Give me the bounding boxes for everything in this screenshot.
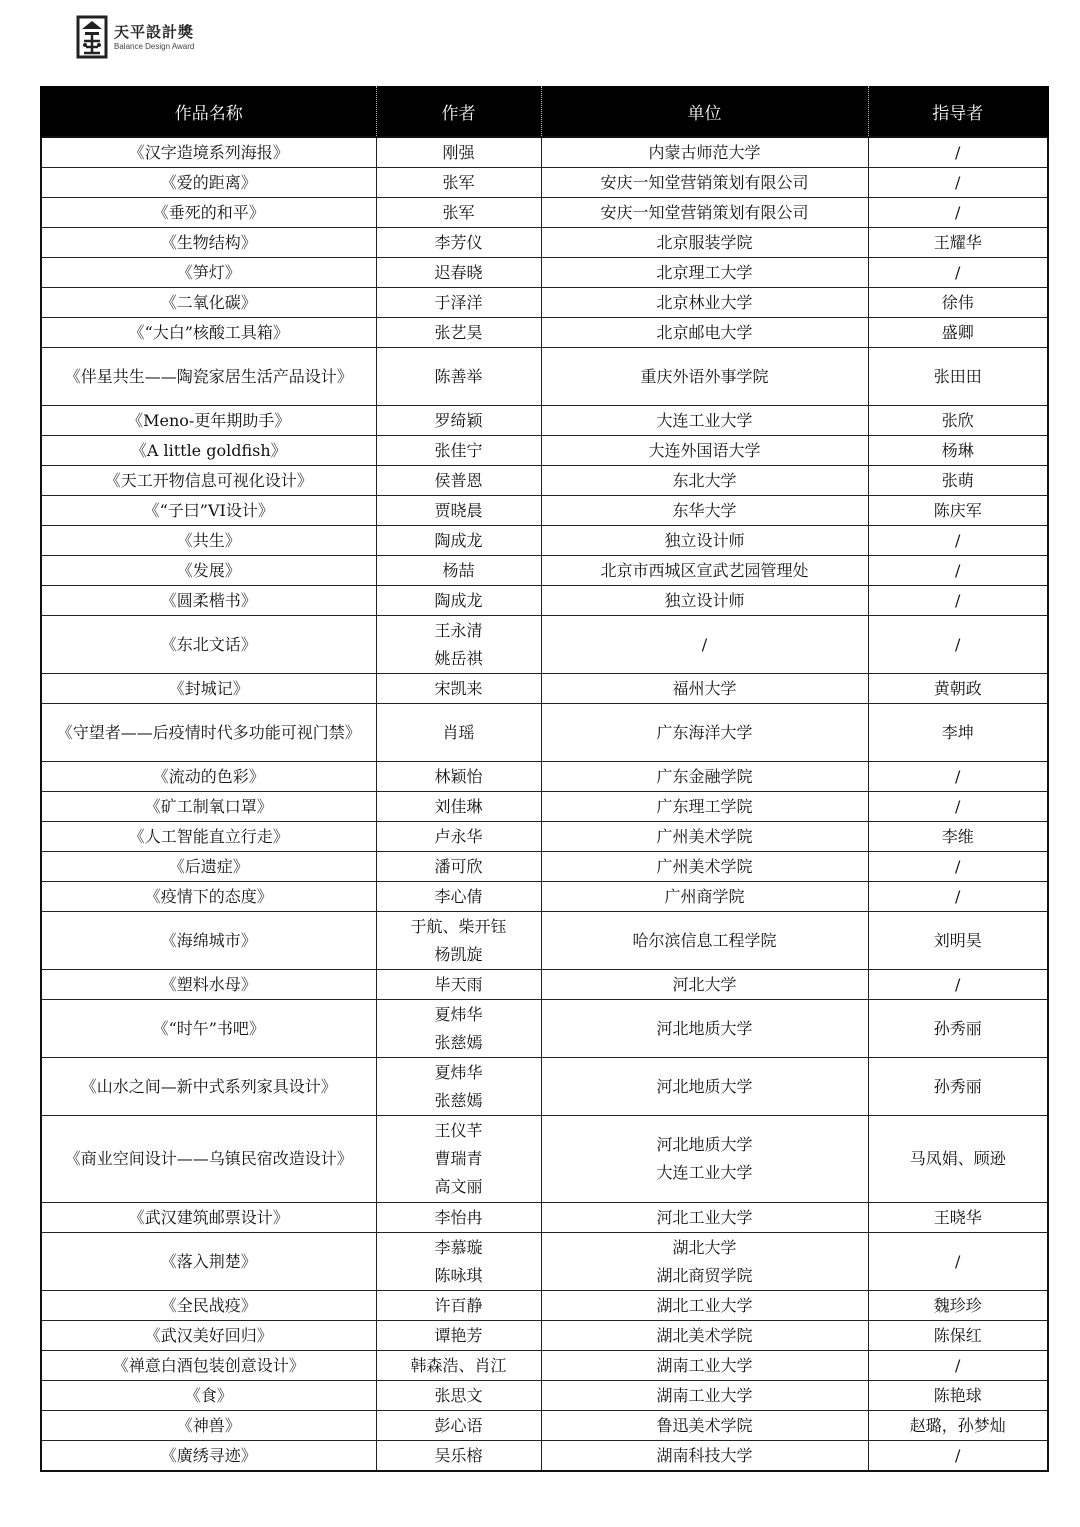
balance-seal-icon <box>76 15 108 59</box>
author-cell <box>376 406 541 436</box>
author-cell <box>376 1000 541 1058</box>
author-cell <box>376 852 541 882</box>
author-cell <box>376 616 541 674</box>
work-title-cell: 《封城记》 <box>41 674 376 704</box>
advisor-cell: 徐伟 <box>868 288 1048 318</box>
advisor-cell: 张萌 <box>868 466 1048 496</box>
table-row <box>41 228 1048 258</box>
author-cell <box>376 198 541 228</box>
work-title-cell: 《山水之间—新中式系列家具设计》 <box>41 1058 376 1116</box>
table-row <box>41 348 1048 406</box>
advisor-cell: / <box>868 762 1048 792</box>
author-cell-line: 许百静 <box>434 1295 483 1315</box>
table-row <box>41 674 1048 704</box>
unit-cell-line: 大连外国语大学 <box>648 440 761 460</box>
work-title-cell: 《A little goldfish》 <box>41 436 376 466</box>
unit-cell <box>541 1321 868 1351</box>
author-cell-line: 潘可欣 <box>434 856 483 876</box>
author-cell <box>376 704 541 762</box>
author-cell-line: 韩森浩、肖江 <box>410 1355 507 1375</box>
work-title-cell: 《禅意白酒包装创意设计》 <box>41 1351 376 1381</box>
author-cell-line: 张慈嫣 <box>434 1032 483 1052</box>
advisor-cell: / <box>868 137 1048 168</box>
unit-cell-line: 广州商学院 <box>664 886 745 906</box>
unit-cell <box>541 496 868 526</box>
work-title-cell: 《廣绣寻迹》 <box>41 1441 376 1472</box>
work-title-cell: 《“子曰”VI设计》 <box>41 496 376 526</box>
author-cell <box>376 674 541 704</box>
author-cell-line: 林颖怡 <box>434 766 483 786</box>
unit-cell-line: 湖南工业大学 <box>656 1355 753 1375</box>
author-cell <box>376 1116 541 1203</box>
author-cell-line: 宋凯来 <box>434 678 483 698</box>
author-cell <box>376 1381 541 1411</box>
unit-cell-line: 安庆一知堂营销策划有限公司 <box>600 172 809 192</box>
table-row <box>41 436 1048 466</box>
author-cell-line: 张慈嫣 <box>434 1090 483 1110</box>
unit-cell-line: 独立设计师 <box>664 530 745 550</box>
advisor-cell: / <box>868 616 1048 674</box>
unit-cell <box>541 556 868 586</box>
table-row <box>41 1116 1048 1203</box>
header-unit: 单位 <box>541 86 868 137</box>
table-row <box>41 137 1048 168</box>
author-cell-line: 陶成龙 <box>434 590 483 610</box>
author-cell-line: 李芳仪 <box>434 232 483 252</box>
table-row <box>41 616 1048 674</box>
table-row <box>41 1411 1048 1441</box>
author-cell-line: 谭艳芳 <box>434 1325 483 1345</box>
unit-cell <box>541 288 868 318</box>
author-cell <box>376 466 541 496</box>
unit-cell-line: 广东金融学院 <box>656 766 753 786</box>
unit-cell <box>541 466 868 496</box>
unit-cell <box>541 137 868 168</box>
unit-cell-line: 湖南工业大学 <box>656 1385 753 1405</box>
header-author: 作者 <box>376 86 541 137</box>
work-title-cell: 《二氧化碳》 <box>41 288 376 318</box>
table-row <box>41 882 1048 912</box>
advisor-cell: / <box>868 556 1048 586</box>
work-title-cell: 《“时午”书吧》 <box>41 1000 376 1058</box>
author-cell <box>376 1291 541 1321</box>
unit-cell <box>541 348 868 406</box>
table-row <box>41 1381 1048 1411</box>
logo-name-en: Balance Design Award <box>114 41 195 51</box>
unit-cell <box>541 704 868 762</box>
unit-cell-line: 湖北商贸学院 <box>656 1265 753 1285</box>
work-title-cell: 《全民战疫》 <box>41 1291 376 1321</box>
unit-cell <box>541 198 868 228</box>
author-cell <box>376 496 541 526</box>
advisor-cell: 孙秀丽 <box>868 1058 1048 1116</box>
unit-cell-line: 广东海洋大学 <box>656 722 753 742</box>
author-cell <box>376 436 541 466</box>
unit-cell-line: 北京邮电大学 <box>656 322 753 342</box>
unit-cell <box>541 792 868 822</box>
advisor-cell: 杨琳 <box>868 436 1048 466</box>
author-cell-line: 张佳宁 <box>434 440 483 460</box>
author-cell-line: 曹瑞青 <box>434 1149 483 1168</box>
author-cell <box>376 1321 541 1351</box>
author-cell-line: 陈善举 <box>434 366 483 386</box>
unit-cell-line: 湖北美术学院 <box>656 1325 753 1345</box>
author-cell-line: 吴乐榕 <box>434 1445 483 1465</box>
award-logo <box>76 14 194 60</box>
advisor-cell: 马凤娟、顾逊 <box>868 1116 1048 1203</box>
author-cell-line: 迟春晓 <box>434 262 483 282</box>
work-title-cell: 《后遗症》 <box>41 852 376 882</box>
unit-cell-line: 安庆一知堂营销策划有限公司 <box>600 202 809 222</box>
table-row <box>41 1000 1048 1058</box>
author-cell-line: 陈咏琪 <box>434 1265 483 1285</box>
author-cell-line: 于泽洋 <box>434 292 483 312</box>
author-cell-line: 李心倩 <box>434 886 483 906</box>
unit-cell-line: 大连工业大学 <box>656 1163 753 1182</box>
advisor-cell: / <box>868 168 1048 198</box>
unit-cell-line: 大连工业大学 <box>656 410 753 430</box>
author-cell <box>376 822 541 852</box>
advisor-cell: 魏珍珍 <box>868 1291 1048 1321</box>
unit-cell-line: 河北工业大学 <box>656 1207 753 1227</box>
advisor-cell: / <box>868 258 1048 288</box>
work-title-cell: 《疫情下的态度》 <box>41 882 376 912</box>
author-cell-line: 高文丽 <box>434 1177 483 1196</box>
table-row <box>41 1441 1048 1472</box>
author-cell <box>376 1233 541 1291</box>
author-cell-line: 张军 <box>442 202 475 222</box>
header-advisor: 指导者 <box>868 86 1048 137</box>
author-cell-line: 杨凯旋 <box>434 944 483 964</box>
unit-cell <box>541 912 868 970</box>
advisor-cell: 黄朝政 <box>868 674 1048 704</box>
advisor-cell: / <box>868 970 1048 1000</box>
work-title-cell: 《神兽》 <box>41 1411 376 1441</box>
unit-cell-line: 哈尔滨信息工程学院 <box>632 930 777 950</box>
advisor-cell: / <box>868 1351 1048 1381</box>
unit-cell <box>541 586 868 616</box>
table-row <box>41 762 1048 792</box>
work-title-cell: 《Meno-更年期助手》 <box>41 406 376 436</box>
table-row <box>41 970 1048 1000</box>
work-title-cell: 《天工开物信息可视化设计》 <box>41 466 376 496</box>
author-cell <box>376 1058 541 1116</box>
work-title-cell: 《守望者——后疫情时代多功能可视门禁》 <box>41 704 376 762</box>
advisor-cell: / <box>868 882 1048 912</box>
unit-cell-line: 福州大学 <box>672 678 737 698</box>
author-cell-line: 张军 <box>442 172 475 192</box>
author-cell-line: 彭心语 <box>434 1415 483 1435</box>
advisor-cell: / <box>868 198 1048 228</box>
unit-cell <box>541 1441 868 1472</box>
work-title-cell: 《汉字造境系列海报》 <box>41 137 376 168</box>
advisor-cell: 盛卿 <box>868 318 1048 348</box>
unit-cell-line: 东华大学 <box>672 500 737 520</box>
work-title-cell: 《食》 <box>41 1381 376 1411</box>
author-cell <box>376 1351 541 1381</box>
unit-cell <box>541 1000 868 1058</box>
advisor-cell: 张欣 <box>868 406 1048 436</box>
unit-cell-line: 内蒙古师范大学 <box>648 142 761 162</box>
table-row <box>41 496 1048 526</box>
table-row <box>41 704 1048 762</box>
unit-cell <box>541 762 868 792</box>
author-cell <box>376 762 541 792</box>
unit-cell-line: / <box>701 634 708 654</box>
author-cell-line: 卢永华 <box>434 826 483 846</box>
author-cell-line: 王仪芊 <box>434 1121 483 1140</box>
table-row <box>41 1058 1048 1116</box>
table-row <box>41 198 1048 228</box>
work-title-cell: 《人工智能直立行走》 <box>41 822 376 852</box>
advisor-cell: 张田田 <box>868 348 1048 406</box>
author-cell <box>376 526 541 556</box>
unit-cell <box>541 970 868 1000</box>
award-table <box>40 86 1049 1472</box>
unit-cell-line: 东北大学 <box>672 470 737 490</box>
author-cell <box>376 288 541 318</box>
advisor-cell: / <box>868 792 1048 822</box>
work-title-cell: 《落入荆楚》 <box>41 1233 376 1291</box>
author-cell <box>376 1441 541 1472</box>
author-cell <box>376 348 541 406</box>
table-row <box>41 1233 1048 1291</box>
unit-cell-line: 北京服装学院 <box>656 232 753 252</box>
unit-cell <box>541 674 868 704</box>
advisor-cell: 王耀华 <box>868 228 1048 258</box>
logo-name-cn: 天平設計獎 <box>114 22 195 41</box>
author-cell-line: 陶成龙 <box>434 530 483 550</box>
author-cell-line: 张艺昊 <box>434 322 483 342</box>
table-body <box>41 137 1048 1471</box>
advisor-cell: / <box>868 586 1048 616</box>
unit-cell-line: 湖南科技大学 <box>656 1445 753 1465</box>
table-row <box>41 1291 1048 1321</box>
author-cell <box>376 586 541 616</box>
table-row <box>41 792 1048 822</box>
work-title-cell: 《爱的距离》 <box>41 168 376 198</box>
work-title-cell: 《武汉建筑邮票设计》 <box>41 1203 376 1233</box>
author-cell <box>376 318 541 348</box>
advisor-cell: 李坤 <box>868 704 1048 762</box>
work-title-cell: 《商业空间设计——乌镇民宿改造设计》 <box>41 1116 376 1203</box>
table-row <box>41 258 1048 288</box>
table-header <box>41 86 1048 137</box>
advisor-cell: / <box>868 1441 1048 1472</box>
work-title-cell: 《生物结构》 <box>41 228 376 258</box>
advisor-cell: 陈保红 <box>868 1321 1048 1351</box>
unit-cell <box>541 1411 868 1441</box>
unit-cell <box>541 1351 868 1381</box>
table-row <box>41 852 1048 882</box>
unit-cell-line: 广东理工学院 <box>656 796 753 816</box>
work-title-cell: 《矿工制氧口罩》 <box>41 792 376 822</box>
unit-cell <box>541 1381 868 1411</box>
author-cell-line: 刘佳琳 <box>434 796 483 816</box>
author-cell-line: 杨喆 <box>442 560 475 580</box>
work-title-cell: 《塑料水母》 <box>41 970 376 1000</box>
table-row <box>41 556 1048 586</box>
author-cell <box>376 1203 541 1233</box>
unit-cell-line: 湖北工业大学 <box>656 1295 753 1315</box>
unit-cell-line: 河北地质大学 <box>656 1076 753 1096</box>
work-title-cell: 《伴星共生——陶瓷家居生活产品设计》 <box>41 348 376 406</box>
work-title-cell: 《笋灯》 <box>41 258 376 288</box>
unit-cell-line: 湖北大学 <box>672 1237 737 1257</box>
table-row <box>41 1351 1048 1381</box>
unit-cell-line: 北京林业大学 <box>656 292 753 312</box>
author-cell-line: 夏炜华 <box>434 1062 483 1082</box>
advisor-cell: 刘明昊 <box>868 912 1048 970</box>
author-cell <box>376 970 541 1000</box>
author-cell-line: 刚强 <box>442 142 475 162</box>
unit-cell <box>541 882 868 912</box>
author-cell-line: 李怡冉 <box>434 1207 483 1227</box>
author-cell-line: 于航、柴开钰 <box>410 916 507 936</box>
unit-cell-line: 独立设计师 <box>664 590 745 610</box>
advisor-cell: 赵璐，孙梦灿 <box>868 1411 1048 1441</box>
author-cell-line: 王永清 <box>434 620 483 640</box>
author-cell-line: 侯普恩 <box>434 470 483 490</box>
table-row <box>41 288 1048 318</box>
author-cell-line: 夏炜华 <box>434 1004 483 1024</box>
unit-cell <box>541 406 868 436</box>
header-work: 作品名称 <box>41 86 376 137</box>
work-title-cell: 《武汉美好回归》 <box>41 1321 376 1351</box>
unit-cell <box>541 1203 868 1233</box>
author-cell <box>376 1411 541 1441</box>
unit-cell <box>541 852 868 882</box>
author-cell <box>376 792 541 822</box>
advisor-cell: 陈艳球 <box>868 1381 1048 1411</box>
unit-cell-line: 重庆外语外事学院 <box>640 366 769 386</box>
table-row <box>41 318 1048 348</box>
author-cell <box>376 258 541 288</box>
table-row <box>41 822 1048 852</box>
unit-cell-line: 河北地质大学 <box>656 1135 753 1154</box>
author-cell-line: 张思文 <box>434 1385 483 1405</box>
table-row <box>41 168 1048 198</box>
author-cell-line: 毕天雨 <box>434 974 483 994</box>
unit-cell <box>541 168 868 198</box>
advisor-cell: / <box>868 526 1048 556</box>
table-row <box>41 1203 1048 1233</box>
author-cell-line: 罗绮颖 <box>434 410 483 430</box>
unit-cell <box>541 1058 868 1116</box>
author-cell <box>376 882 541 912</box>
work-title-cell: 《东北文话》 <box>41 616 376 674</box>
unit-cell <box>541 1233 868 1291</box>
table-row <box>41 586 1048 616</box>
unit-cell <box>541 228 868 258</box>
unit-cell <box>541 822 868 852</box>
table-row <box>41 466 1048 496</box>
unit-cell <box>541 1116 868 1203</box>
unit-cell <box>541 616 868 674</box>
work-title-cell: 《流动的色彩》 <box>41 762 376 792</box>
table-row <box>41 912 1048 970</box>
unit-cell-line: 鲁迅美术学院 <box>656 1415 753 1435</box>
unit-cell <box>541 436 868 466</box>
advisor-cell: 陈庆军 <box>868 496 1048 526</box>
author-cell <box>376 556 541 586</box>
author-cell <box>376 912 541 970</box>
work-title-cell: 《圆柔楷书》 <box>41 586 376 616</box>
work-title-cell: 《“大白”核酸工具箱》 <box>41 318 376 348</box>
unit-cell <box>541 1291 868 1321</box>
author-cell <box>376 228 541 258</box>
work-title-cell: 《共生》 <box>41 526 376 556</box>
table-row <box>41 1321 1048 1351</box>
table-row <box>41 526 1048 556</box>
author-cell-line: 肖瑶 <box>442 722 475 742</box>
advisor-cell: / <box>868 852 1048 882</box>
unit-cell <box>541 526 868 556</box>
author-cell <box>376 168 541 198</box>
author-cell-line: 贾晓晨 <box>434 500 483 520</box>
advisor-cell: / <box>868 1233 1048 1291</box>
unit-cell-line: 北京理工大学 <box>656 262 753 282</box>
unit-cell-line: 广州美术学院 <box>656 856 753 876</box>
unit-cell <box>541 318 868 348</box>
advisor-cell: 孙秀丽 <box>868 1000 1048 1058</box>
work-title-cell: 《海绵城市》 <box>41 912 376 970</box>
unit-cell <box>541 258 868 288</box>
unit-cell-line: 河北大学 <box>672 974 737 994</box>
work-title-cell: 《发展》 <box>41 556 376 586</box>
unit-cell-line: 河北地质大学 <box>656 1018 753 1038</box>
author-cell <box>376 137 541 168</box>
work-title-cell: 《垂死的和平》 <box>41 198 376 228</box>
author-cell-line: 姚岳祺 <box>434 648 483 668</box>
author-cell-line: 李慕璇 <box>434 1237 483 1257</box>
advisor-cell: 李维 <box>868 822 1048 852</box>
table-row <box>41 406 1048 436</box>
unit-cell-line: 广州美术学院 <box>656 826 753 846</box>
advisor-cell: 王晓华 <box>868 1203 1048 1233</box>
unit-cell-line: 北京市西城区宣武艺园管理处 <box>600 560 809 580</box>
